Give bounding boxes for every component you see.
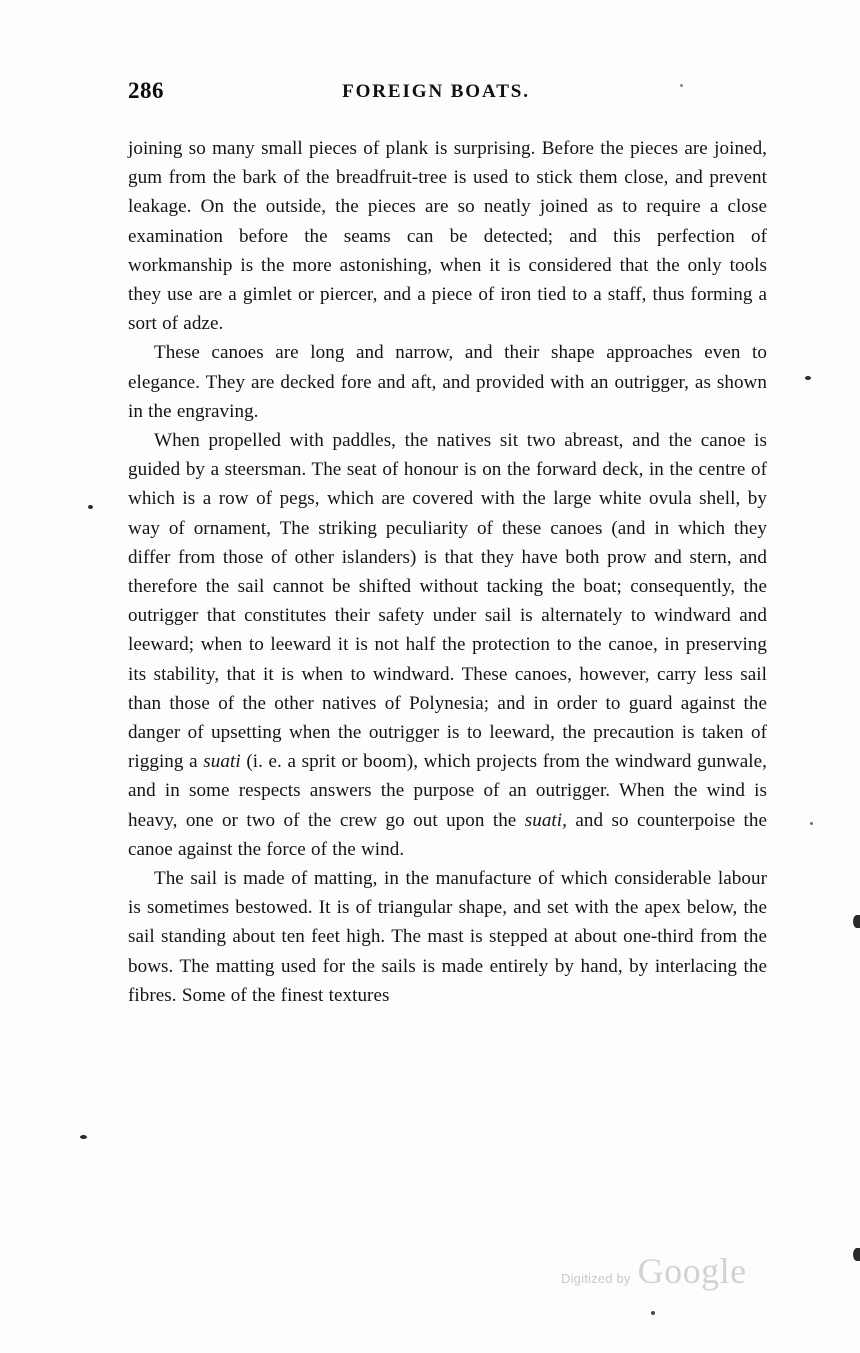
paragraph: The sail is made of matting, in the manufacture of which considerable labour is sometimes bestowed. It is of triangular shape, and set with the apex below, the sail standing about ten feet high. The mast is stepped at about one-third from the bows. The matting used for the sails is made entirely by hand, by interlacing the fibres. Some of the finest textures [128, 868, 767, 1006]
paragraph-segment: (i. e. a sprit or boom), which projects from the windward gunwale, and in some respects answers the purpose of an outrigger. When the wind is heavy, one or two of the crew go out upon the [128, 751, 767, 831]
google-watermark [561, 1253, 747, 1289]
scan-speck [853, 1248, 860, 1261]
scan-speck-header [680, 84, 683, 87]
foreign-term-suati: suati [203, 751, 241, 773]
running-title: FOREIGN BOATS. [342, 81, 530, 102]
foreign-term-suati: suati, [524, 809, 567, 831]
paragraph: These canoes are long and narrow, and their shape approaches even to elegance. They are decked fore and aft, and provided with an outrigger, as shown in the engraving. [128, 342, 767, 422]
page-number: 286 [128, 78, 164, 103]
body-text-column [128, 134, 767, 1010]
scan-speck [810, 822, 813, 825]
paragraph-segment: and so counterpoise the canoe against the force of the wind. [128, 809, 768, 860]
paragraph: joining so many small pieces of plank is surprising. Before the pieces are joined, gum from the bark of the breadfruit-tree is used to stick them close, and prevent leakage. On the outside, the pieces are so neatly joined as to require a close examination before the seams can be detected; and this perfection of workmanship is the more astonishing, when it is considered that the only tools they use are a gimlet or piercer, and a piece of iron tied to a staff, thus forming a sort of adze. [128, 138, 767, 335]
running-head [128, 78, 768, 110]
scan-speck [853, 915, 860, 928]
paragraph [128, 426, 767, 864]
watermark-google-logo: Google [637, 1251, 747, 1291]
paragraph-segment: When propelled with paddles, the natives sit two abreast, and the canoe is guided by a steersman. The seat of honour is on the forward deck, in the centre of which is a row of pegs, which are covered with the large white ovula shell, by way of ornament, The striking peculiarity of these canoes (and in which they differ from those of other islanders) is that they have both prow and stern, and therefore the sail cannot be shifted without tacking the boat; consequently, the outrigger that constitutes their safety under sail is alternately to windward and leeward; when to leeward it is not half the protection to the canoe, in preserving its stability, that it is when to windward. These canoes, however, carry less sail than those of the other natives of Polynesia; and in order to guard against the danger of upsetting when the outrigger is to leeward, the precaution is taken of rigging a [128, 430, 767, 773]
scan-speck [651, 1311, 655, 1315]
watermark-digitized-by: Digitized by [561, 1271, 631, 1286]
scan-speck [88, 505, 93, 509]
scan-speck [805, 376, 811, 380]
scan-speck [80, 1135, 87, 1139]
